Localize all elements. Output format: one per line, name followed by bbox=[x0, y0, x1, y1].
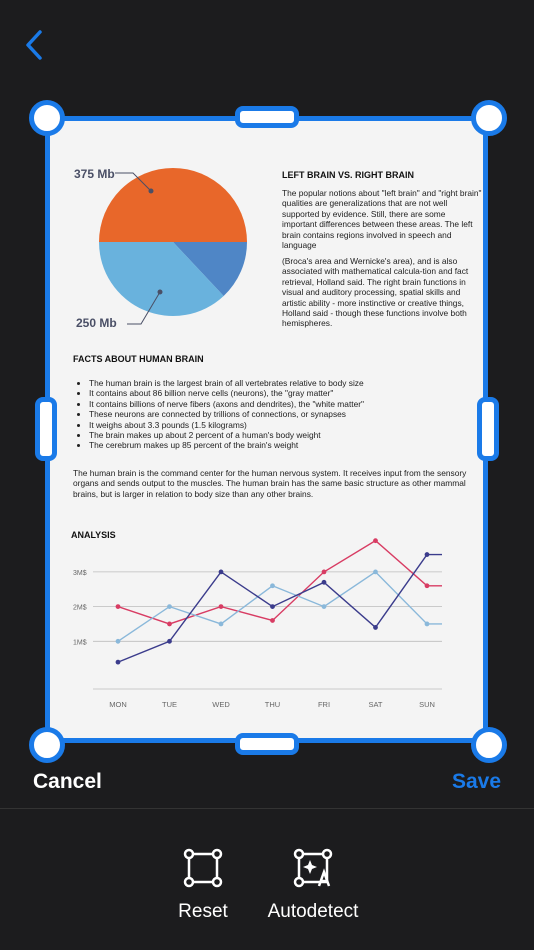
reset-button[interactable] bbox=[168, 848, 238, 923]
list-item: • It weighs about 3.3 pounds (1.5 kilograms) bbox=[89, 420, 364, 430]
document-preview bbox=[45, 116, 488, 743]
data-point bbox=[167, 639, 172, 644]
crop-handle-top[interactable] bbox=[235, 106, 299, 128]
data-point bbox=[425, 622, 430, 627]
y-tick-label: 1M$ bbox=[73, 639, 87, 647]
data-point bbox=[373, 538, 378, 543]
list-item: • It contains billions of nerve fibers (axons and dendrites), the "white matter" bbox=[89, 399, 364, 409]
x-tick-label: MON bbox=[109, 700, 127, 709]
data-point bbox=[425, 583, 430, 588]
left-brain-title: LEFT BRAIN VS. RIGHT BRAIN bbox=[282, 170, 414, 180]
data-point bbox=[219, 570, 224, 575]
autodetect-icon bbox=[293, 848, 333, 888]
line-chart bbox=[45, 536, 488, 736]
data-point bbox=[373, 570, 378, 575]
y-tick-label: 3M$ bbox=[73, 569, 87, 577]
data-point bbox=[116, 660, 121, 665]
autodetect-label: Autodetect bbox=[267, 901, 359, 922]
pie-label-bottom: 250 Mb bbox=[76, 316, 117, 330]
divider bbox=[0, 808, 534, 809]
series-line bbox=[118, 541, 442, 624]
facts-title: FACTS ABOUT HUMAN BRAIN bbox=[73, 354, 204, 364]
analysis-title: ANALYSIS bbox=[71, 530, 116, 540]
crop-handle-left[interactable] bbox=[35, 397, 57, 461]
x-tick-label: THU bbox=[264, 700, 281, 709]
list-item: • These neurons are connected by trillions of connections, or synapses bbox=[89, 409, 364, 419]
x-tick-label: FRI bbox=[317, 700, 331, 709]
crop-handle-bottom-right[interactable] bbox=[471, 727, 507, 763]
y-tick-label: 2M$ bbox=[73, 604, 87, 612]
crop-handle-top-right[interactable] bbox=[471, 100, 507, 136]
data-point bbox=[167, 604, 172, 609]
facts-list bbox=[73, 378, 364, 451]
data-point bbox=[373, 625, 378, 630]
data-point bbox=[219, 604, 224, 609]
back-button[interactable] bbox=[18, 28, 52, 62]
data-point bbox=[167, 622, 172, 627]
crop-reset-icon bbox=[183, 848, 223, 888]
x-tick-label: TUE bbox=[162, 700, 177, 709]
x-tick-label: SAT bbox=[368, 700, 383, 709]
pie-slice bbox=[99, 168, 247, 242]
data-point bbox=[322, 580, 327, 585]
cancel-button[interactable]: Cancel bbox=[33, 770, 102, 793]
x-tick-label: SUN bbox=[419, 700, 435, 709]
autodetect-button[interactable] bbox=[258, 848, 368, 923]
list-item: • The brain makes up about 2 percent of a human's body weight bbox=[89, 430, 364, 440]
list-item: • It contains about 86 billion nerve cells (neurons), the "gray matter" bbox=[89, 388, 364, 398]
pie-leader-dot bbox=[149, 189, 154, 194]
pie-leader-dot bbox=[158, 290, 163, 295]
data-point bbox=[270, 618, 275, 623]
save-button[interactable]: Save bbox=[451, 770, 501, 793]
chevron-left-icon bbox=[18, 28, 52, 62]
list-item: • The cerebrum makes up 85 percent of the brain's weight bbox=[89, 440, 364, 450]
data-point bbox=[116, 604, 121, 609]
data-point bbox=[425, 552, 430, 557]
data-point bbox=[219, 622, 224, 627]
data-point bbox=[116, 639, 121, 644]
list-item: • The human brain is the largest brain of all vertebrates relative to body size bbox=[89, 378, 364, 388]
crop-handle-bottom-left[interactable] bbox=[29, 727, 65, 763]
facts-summary: The human brain is the command center for the human nervous system. It receives input from the sensory organs and sends output to the muscles. The human brain has the same basic structure as other mammal brains, but is larger in relation to body size than any other brains. bbox=[73, 468, 467, 499]
data-point bbox=[322, 604, 327, 609]
left-brain-para2: (Broca's area and Wernicke's area), and is also associated with mathematical calcula-tion and fact retrieval, Holland said. The right brain functions in visual and auditory processing, spatial skills and artistic ability - more instinctive or creative things, Holland said - though these functions involve both hemispheres. bbox=[282, 256, 469, 329]
left-brain-para1: The popular notions about "left brain" and "right brain" qualities are generalizations that are not well supported by evidence. Still, there are some important differences between these areas. The left brain contains regions involved in speech and language bbox=[282, 188, 482, 251]
data-point bbox=[270, 583, 275, 588]
x-tick-label: WED bbox=[212, 700, 230, 709]
reset-label: Reset bbox=[178, 901, 228, 922]
data-point bbox=[322, 570, 327, 575]
crop-handle-top-left[interactable] bbox=[29, 100, 65, 136]
pie-label-top: 375 Mb bbox=[74, 167, 115, 181]
crop-handle-right[interactable] bbox=[477, 397, 499, 461]
data-point bbox=[270, 604, 275, 609]
crop-handle-bottom[interactable] bbox=[235, 733, 299, 755]
